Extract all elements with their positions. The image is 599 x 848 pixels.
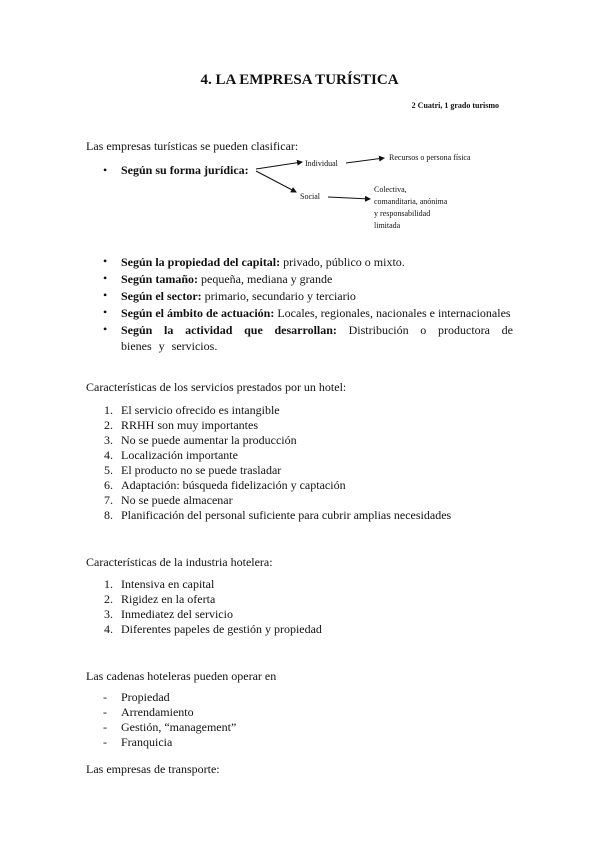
arrow-to-social	[256, 171, 296, 192]
page-title: 4. LA EMPRESA TURÍSTICA	[200, 72, 399, 88]
list-item: - Gestión, “management”	[103, 720, 237, 734]
list-item: 1. Intensiva en capital	[104, 577, 215, 591]
list-item-text: Arrendamiento	[121, 705, 194, 719]
intro-paragraph: Las empresas turísticas se pueden clasificar:	[86, 139, 299, 153]
list-item: 2. Rigidez en la oferta	[104, 592, 216, 606]
list-item: 7. No se puede almacenar	[104, 493, 233, 507]
list-item	[0, 288, 599, 305]
social-target-line: limitada	[374, 221, 401, 230]
list-item: 8. Planificación del personal suficiente para cubrir amplias necesidades	[104, 508, 452, 522]
bullet-text: primario, secundario y terciario	[201, 289, 356, 303]
arrow-individual-target	[346, 158, 384, 163]
list-item-text: RRHH son muy importantes	[121, 418, 258, 432]
list-item-text: Propiedad	[121, 690, 170, 704]
list-item-text: Rigidez en la oferta	[121, 592, 216, 606]
list-item-text: El producto no se puede trasladar	[121, 463, 282, 477]
list-item: 4. Localización importante	[104, 448, 238, 462]
bullet-text: Locales, regionales, nacionales e internacionales	[274, 306, 511, 320]
list-item	[0, 322, 599, 356]
list-item	[0, 254, 599, 271]
hotel-chains-heading: Las cadenas hoteleras pueden operar en	[86, 669, 277, 683]
arrow-social-target	[328, 197, 370, 199]
list-item	[0, 305, 599, 322]
list-item: - Propiedad	[103, 690, 170, 704]
transport-heading: Las empresas de transporte:	[86, 762, 220, 776]
list-item: - Franquicia	[103, 735, 173, 749]
page-subtitle: 2 Cuatri, 1 grado turismo	[411, 101, 499, 110]
bullet-icon: •	[103, 254, 108, 268]
bullet-icon: •	[103, 163, 108, 177]
list-item-text: Adaptación: búsqueda fidelización y captación	[121, 478, 346, 492]
bullet-bold: Según la propiedad del capital:	[121, 255, 281, 269]
classification-list	[0, 254, 599, 356]
bullet-bold: Según el sector:	[121, 289, 202, 303]
list-item-text: No se puede aumentar la producción	[121, 433, 297, 447]
legal-form-label: Según su forma jurídica:	[121, 163, 249, 177]
bullet-bold: Según tamaño:	[121, 272, 199, 286]
bullet-icon: •	[103, 305, 108, 319]
arrow-to-individual	[256, 162, 302, 169]
list-item-text: Intensiva en capital	[121, 577, 215, 591]
bullet-text: Distribución o productora de bienes y servicios.	[121, 323, 513, 353]
hotel-services-heading: Características de los servicios prestados por un hotel:	[86, 380, 347, 394]
list-item-text: Gestión, “management”	[121, 720, 237, 734]
list-item-text: No se puede almacenar	[121, 493, 233, 507]
list-item: 5. El producto no se puede trasladar	[104, 463, 282, 477]
diagram-individual-target: Recursos o persona física	[389, 153, 471, 162]
list-item: 4. Diferentes papeles de gestión y propiedad	[104, 622, 322, 636]
list-item	[0, 271, 599, 288]
bullet-text: privado, público o mixto.	[280, 255, 405, 269]
list-item: 6. Adaptación: búsqueda fidelización y captación	[104, 478, 346, 492]
hotel-industry-heading: Características de la industria hotelera:	[86, 555, 273, 569]
social-target-line: Colectiva,	[374, 185, 407, 194]
list-item: 1. El servicio ofrecido es intangible	[104, 403, 280, 417]
list-item: 3. No se puede aumentar la producción	[104, 433, 297, 447]
list-item-text: Diferentes papeles de gestión y propiedad	[121, 622, 322, 636]
bullet-bold: Según la actividad que desarrollan:	[121, 323, 337, 337]
diagram-social-target	[374, 184, 447, 232]
list-item: - Arrendamiento	[103, 705, 194, 719]
hotel-services-list	[0, 403, 599, 523]
list-item-text: Planificación del personal suficiente para cubrir amplias necesidades	[121, 508, 452, 522]
bullet-icon: •	[103, 271, 108, 285]
list-item-text: Franquicia	[121, 735, 173, 749]
list-item: 3. Inmediatez del servicio	[104, 607, 233, 621]
hotel-chains-list	[0, 690, 599, 750]
social-target-line: comanditaria, anónima	[374, 197, 448, 206]
bullet-icon: •	[103, 322, 108, 336]
bullet-icon: •	[103, 288, 108, 302]
diagram-social: Social	[300, 192, 320, 201]
bullet-bold: Según el ámbito de actuación:	[121, 306, 275, 320]
list-item-text: El servicio ofrecido es intangible	[121, 403, 280, 417]
list-item-text: Localización importante	[121, 448, 238, 462]
list-item-text: Inmediatez del servicio	[121, 607, 233, 621]
bullet-text: pequeña, mediana y grande	[198, 272, 333, 286]
hotel-industry-list	[0, 577, 599, 637]
social-target-line: y responsabilidad	[374, 209, 431, 218]
diagram-individual: Individual	[305, 159, 338, 168]
list-item: 2. RRHH son muy importantes	[104, 418, 258, 432]
